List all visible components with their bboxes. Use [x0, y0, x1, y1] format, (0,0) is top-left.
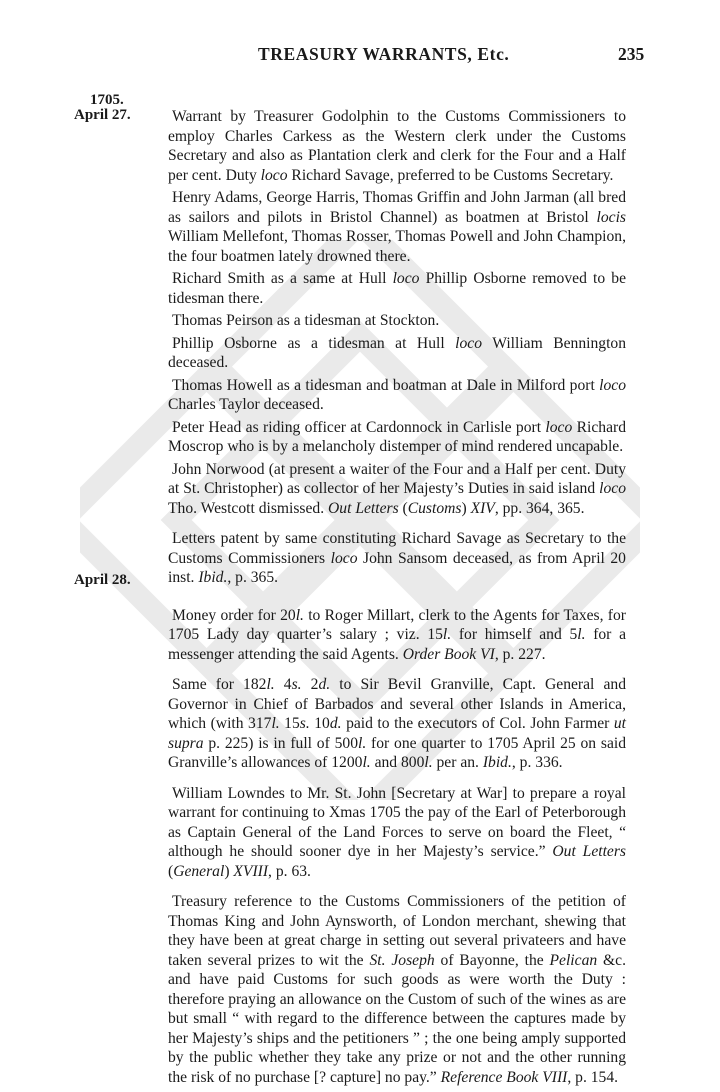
text-run: per an.	[432, 754, 483, 771]
running-title: TREASURY WARRANTS, Etc.	[258, 44, 510, 64]
page-header	[0, 44, 720, 68]
margin-date-april-27: April 27.	[74, 107, 131, 123]
text-run: Letters patent by same constituting Richard Savage as Secretary to the Customs Commissioners	[168, 530, 626, 567]
paragraph-howell-dale	[168, 376, 626, 415]
text-run: 4	[274, 676, 292, 693]
text-run: John Sansom deceased, as from April 20 inst.	[168, 549, 626, 586]
italic-text: loco	[599, 480, 626, 497]
paragraph-money-order-millart	[168, 606, 626, 665]
italic-text: loco	[260, 166, 288, 184]
text-run: 2	[301, 676, 319, 693]
text-run: 10	[309, 715, 330, 732]
paragraph-boatmen-bristol	[168, 188, 626, 266]
italic-text: loco	[330, 549, 358, 567]
text-run: Thomas Peirson as a tidesman at Stockton.	[172, 312, 440, 329]
italic-text: Order Book VI	[402, 645, 495, 663]
italic-text: l.	[442, 626, 452, 643]
text-run: )	[224, 862, 234, 880]
italic-text: loco	[455, 334, 483, 352]
italic-text: Ibid.	[482, 754, 512, 771]
text-run: of Bayonne, the	[434, 951, 550, 969]
paragraph-osborne-hull	[168, 334, 626, 373]
text-run: , p. 336.	[511, 754, 563, 771]
paragraph-lowndes-peterborough	[168, 784, 626, 882]
italic-text: Out Letters	[552, 843, 626, 860]
italic-text: l.	[271, 715, 280, 732]
text-run: Same for 182	[172, 676, 267, 693]
text-run: , p. 63.	[268, 862, 311, 880]
paragraph-head-cardonnock	[168, 418, 626, 457]
italic-text: l.	[295, 606, 304, 624]
text-run: paid to the executors of Col. John Farmer	[341, 715, 614, 732]
paragraph-letters-patent-savage	[168, 529, 626, 588]
italic-text: l.	[362, 754, 371, 771]
text-run: &c. and have paid Customs for such goods as were worth the Duty : therefore praying an allowance on the Custom of such of the wines as are but small “ with regard to the difference between the captures made by her Majesty’s ships and the petitioners ” ; the one being amply supported by the public whether they take any prize or not and the other running the risk of no purchase [? capture] no pay.”	[168, 951, 626, 1086]
text-run: , p. 365.	[227, 569, 279, 586]
text-run: for one quarter to 1705 April 25 on said Granville’s allowances of 1200	[168, 734, 626, 771]
margin-date-april-28: April 28.	[74, 572, 131, 588]
text-run: Phillip Osborne removed to be tidesman there.	[168, 270, 626, 307]
paragraph-smith-hull	[168, 269, 626, 308]
italic-text: Pelican	[549, 951, 598, 969]
text-run: William Bennington deceased.	[168, 334, 627, 371]
italic-text: Out Letters	[328, 499, 399, 517]
italic-text: l.	[577, 626, 586, 643]
margin-year: 1705.	[90, 92, 124, 108]
text-run: Treasury reference to the Customs Commissioners of the petition of Thomas King and John Aynsworth, of London merchant, shewing that they have been at great charge in setting out several privateers and have taken several prizes to wit the	[168, 893, 626, 969]
italic-text: loco	[545, 418, 573, 436]
italic-text: d.	[318, 676, 331, 693]
italic-text: l.	[358, 734, 367, 752]
paragraph-peirson-stockton	[168, 311, 626, 331]
italic-text: General	[173, 862, 225, 880]
text-run: Warrant by Treasurer Godolphin to the Customs Commissioners to employ Charles Carkess as the Western clerk under the Customs Secretary and also as Plantation clerk and clerk for the Four and a Half per cent. Duty	[168, 108, 626, 184]
text-run: Thomas Howell as a tidesman and boatman at Dale in Milford port	[172, 376, 600, 394]
paragraph-reference-privateers	[168, 892, 626, 1087]
text-run: Richard Moscrop who is by a melancholy distemper of mind rendered uncapable.	[168, 418, 627, 455]
italic-text: locis	[596, 208, 626, 226]
text-run: Charles Taylor deceased.	[168, 396, 324, 413]
text-run: 15	[279, 715, 300, 732]
text-run: Peter Head as riding officer at Cardonnock in Carlisle port	[172, 418, 546, 436]
body-text	[168, 107, 626, 1087]
text-run: )	[461, 499, 471, 517]
text-run: to Sir Bevil Granville, Capt. General and Governor in Chief of Barbados and several other Islands in America, which (with 317	[168, 676, 626, 732]
italic-text: l.	[424, 754, 433, 771]
text-run: for himself and 5	[451, 626, 578, 643]
text-run: and 800	[370, 754, 425, 771]
text-run: Henry Adams, George Harris, Thomas Griffin and John Jarman (all bred as sailors and pilots in Bristol Channel) as boatmen at Bristol	[168, 189, 626, 226]
italic-text: s.	[299, 715, 310, 732]
italic-text: loco	[392, 270, 420, 287]
text-run: John Norwood (at present a waiter of the Four and a Half per cent. Duty at St. Christopher) as collector of her Majesty’s Duties in said island	[168, 460, 626, 497]
text-run: (	[168, 862, 174, 880]
italic-text: XVIII	[233, 862, 269, 880]
italic-text: St. Joseph	[369, 951, 435, 969]
page-number: 235	[618, 44, 645, 64]
italic-text: d.	[329, 715, 342, 732]
italic-text: Customs	[407, 499, 462, 517]
italic-text: XIV	[470, 499, 495, 517]
text-run: Tho. Westcott dismissed.	[168, 499, 329, 517]
text-run: , p. 154.	[567, 1068, 619, 1086]
text-run: Money order for 20	[172, 606, 296, 624]
text-run: Phillip Osborne as a tidesman at Hull	[172, 334, 456, 352]
italic-text: Ibid.	[198, 569, 228, 586]
text-run: to Roger Millart, clerk to the Agents for Taxes, for 1705 Lady day quarter’s salary ; viz. 15	[168, 606, 626, 643]
text-run: William Mellefont, Thomas Rosser, Thomas Powell and John Champion, the four boatmen lately drowned there.	[168, 228, 626, 265]
paragraph-warrant-carkess	[168, 107, 626, 185]
text-run: William Lowndes to Mr. St. John [Secretary at War] to prepare a royal warrant for continuing to Xmas 1705 the pay of the Earl of Peterborough as Captain General of the Land Forces to serve on board the Fleet, “ although he should sooner dye in her Majesty’s service.”	[168, 784, 626, 860]
text-run: for a messenger attending the said Agents.	[168, 626, 626, 663]
italic-text: loco	[599, 376, 626, 394]
text-run: , pp. 364, 365.	[494, 499, 585, 517]
italic-text: l.	[266, 676, 275, 693]
paragraph-norwood-collector	[168, 460, 626, 519]
text-run: , p. 227.	[494, 645, 546, 663]
text-run: p. 225) is in full of 500	[203, 734, 358, 752]
paragraph-granville-barbados	[168, 675, 626, 773]
italic-text: Reference Book VIII	[440, 1068, 568, 1086]
italic-text: ut supra	[168, 715, 626, 752]
italic-text: s.	[291, 676, 302, 693]
text-run: (	[398, 499, 408, 517]
text-run: Richard Smith as a same at Hull	[172, 270, 393, 287]
text-run: Richard Savage, preferred to be Customs Secretary.	[287, 166, 614, 184]
